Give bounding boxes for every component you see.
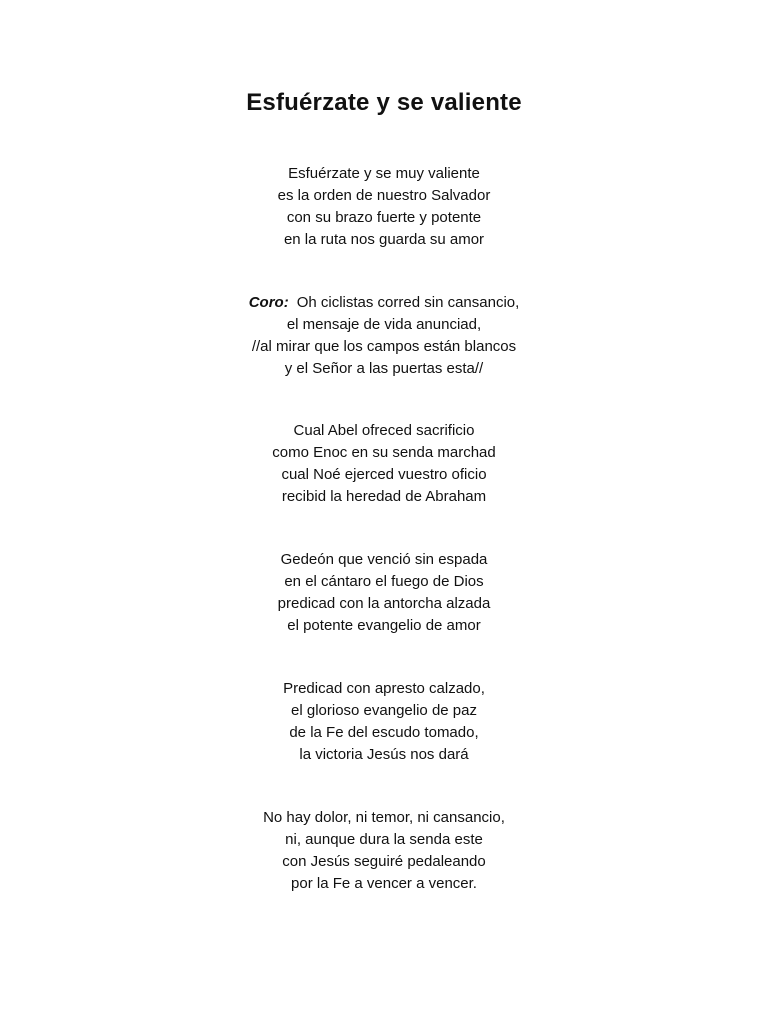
stanza-1-line-3: con su brazo fuerte y potente <box>286 209 482 226</box>
stanza-3-line-4: el potente evangelio de amor <box>287 617 481 634</box>
chorus-first-line <box>0 292 768 314</box>
chorus-line-4: y el Señor a las puertas esta// <box>284 360 484 377</box>
stanza-5-line-4: por la Fe a vencer a vencer. <box>291 875 477 892</box>
song-title: Esfuérzate y se valiente <box>246 89 522 116</box>
stanza-5-line-3: con Jesús seguiré pedaleando <box>282 853 486 870</box>
chorus-line-2: el mensaje de vida anunciad, <box>286 316 482 333</box>
stanza-1-line-1: Esfuérzate y se muy valiente <box>288 165 480 182</box>
stanza-1-line-2: es la orden de nuestro Salvador <box>277 187 491 204</box>
stanza-2-line-4: recibid la heredad de Abraham <box>281 488 487 505</box>
stanza-5-line-1: No hay dolor, ni temor, ni cansancio, <box>263 809 505 826</box>
stanza-2-line-1: Cual Abel ofreced sacrificio <box>293 422 475 439</box>
stanza-1 <box>0 163 768 251</box>
stanza-3 <box>0 549 768 637</box>
chorus-line-3: //al mirar que los campos están blancos <box>251 338 517 355</box>
stanza-2 <box>0 420 768 508</box>
stanza-4-line-4: la victoria Jesús nos dará <box>299 746 469 763</box>
stanza-4-line-3: de la Fe del escudo tomado, <box>289 724 479 741</box>
stanza-3-line-2: en el cántaro el fuego de Dios <box>284 573 484 590</box>
chorus-label: Coro: <box>248 294 289 311</box>
stanza-4 <box>0 678 768 766</box>
stanza-2-line-3: cual Noé ejerced vuestro oficio <box>281 466 487 483</box>
stanza-5 <box>0 807 768 895</box>
stanza-4-line-1: Predicad con apresto calzado, <box>283 680 485 697</box>
stanza-5-line-2: ni, aunque dura la senda este <box>285 831 483 848</box>
chorus-line-1: Oh ciclistas corred sin cansancio, <box>296 294 520 311</box>
stanza-1-line-4: en la ruta nos guarda su amor <box>283 231 485 248</box>
chorus-stanza <box>0 292 768 380</box>
stanza-2-line-2: como Enoc en su senda marchad <box>272 444 496 461</box>
stanza-3-line-3: predicad con la antorcha alzada <box>277 595 491 612</box>
stanza-4-line-2: el glorioso evangelio de paz <box>291 702 477 719</box>
stanza-3-line-1: Gedeón que venció sin espada <box>280 551 488 568</box>
